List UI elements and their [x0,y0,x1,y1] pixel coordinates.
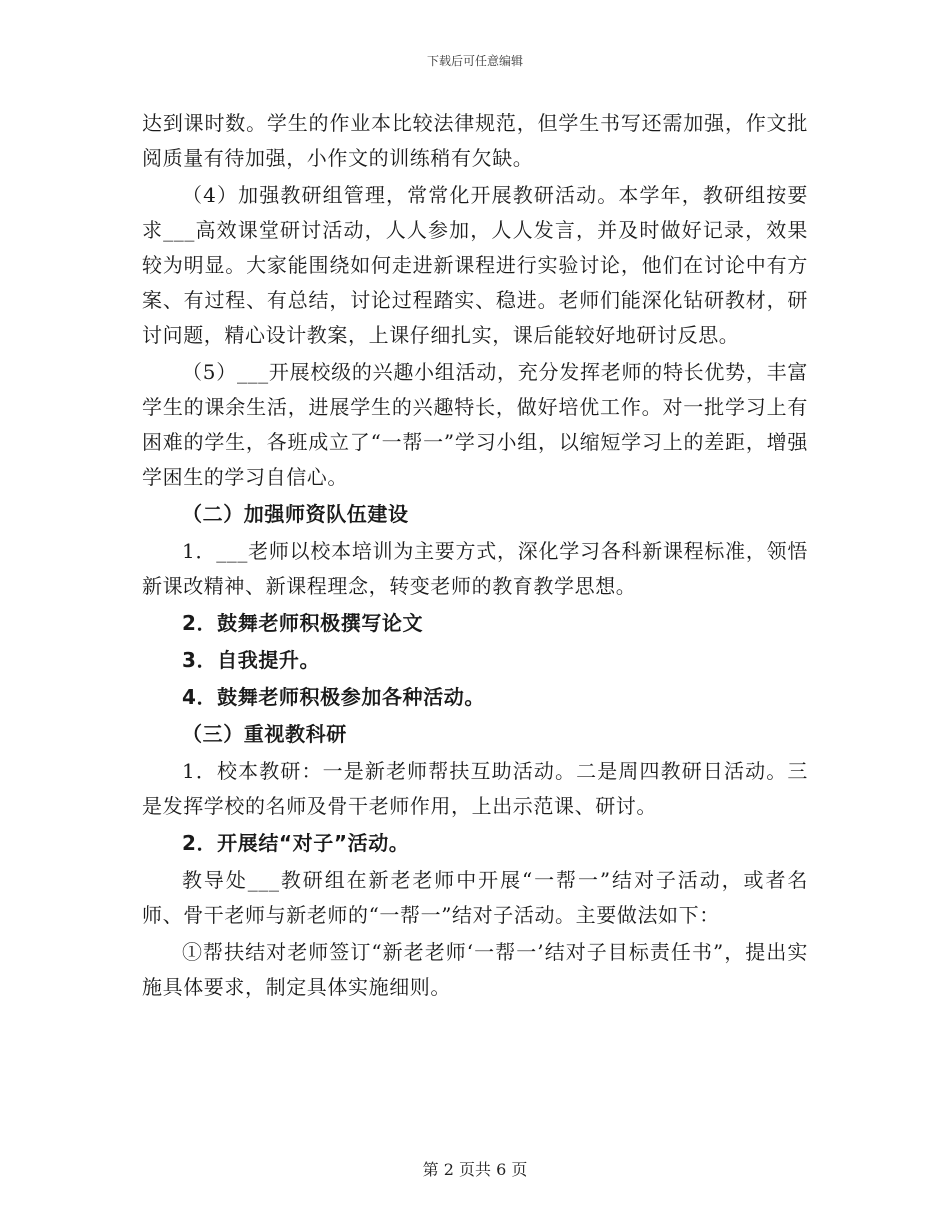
subheading-4: 4．鼓舞老师积极参加各种活动。 [182,685,485,709]
page-header: 下载后可任意编辑 [426,54,523,68]
paragraph-7: ①帮扶结对老师签订“新老老师‘一帮一’结对子目标责任书”，提出实施具体要求，制定具体实施细则。 [142,940,808,999]
section-heading-3: （三）重视教科研 [182,722,347,746]
section-heading-2: （二）加强师资队伍建设 [182,502,409,526]
subheading-pairing: 2．开展结“对子”活动。 [182,831,410,855]
subheading-2: 2．鼓舞老师积极撰写论文 [182,611,424,635]
subheading-3: 3．自我提升。 [182,648,321,672]
paragraph-5: 1．校本教研：一是新老师帮扶互助活动。二是周四教研日活动。三是发挥学校的名师及骨干老师作用，上出示范课、研讨。 [142,759,808,818]
paragraph-3: （5）___开展校级的兴趣小组活动，充分发挥老师的特长优势，丰富学生的课余生活，进展学生的兴趣特长，做好培优工作。对一批学习上有困难的学生，各班成立了“一帮一”学习小组，以缩短学习上的差距，增强学困生的学习自信心。 [142,360,808,489]
paragraph-1: 达到课时数。学生的作业本比较法律规范，但学生书写还需加强，作文批阅质量有待加强，小作文的训练稍有欠缺。 [142,111,808,170]
paragraph-2: （4）加强教研组管理，常常化开展教研活动。本学年，教研组按要求___高效课堂研讨活动，人人参加，人人发言，并及时做好记录，效果较为明显。大家能围绕如何走进新课程进行实验讨论，他们在讨论中有方案、有过程、有总结，讨论过程踏实、稳进。老师们能深化钻研教材，研讨问题，精心设计教案，上课仔细扎实，课后能较好地研讨反思。 [142,183,808,347]
paragraph-4: 1．___老师以校本培训为主要方式，深化学习各科新课程标准，领悟新课改精神、新课程理念，转变老师的教育教学思想。 [142,539,808,598]
paragraph-6: 教导处___教研组在新老老师中开展“一帮一”结对子活动，或者名师、骨干老师与新老师的“一帮一”结对子活动。主要做法如下： [142,868,808,927]
document-body [142,106,808,1007]
page-footer: 第 2 页共 6 页 [422,1160,528,1179]
